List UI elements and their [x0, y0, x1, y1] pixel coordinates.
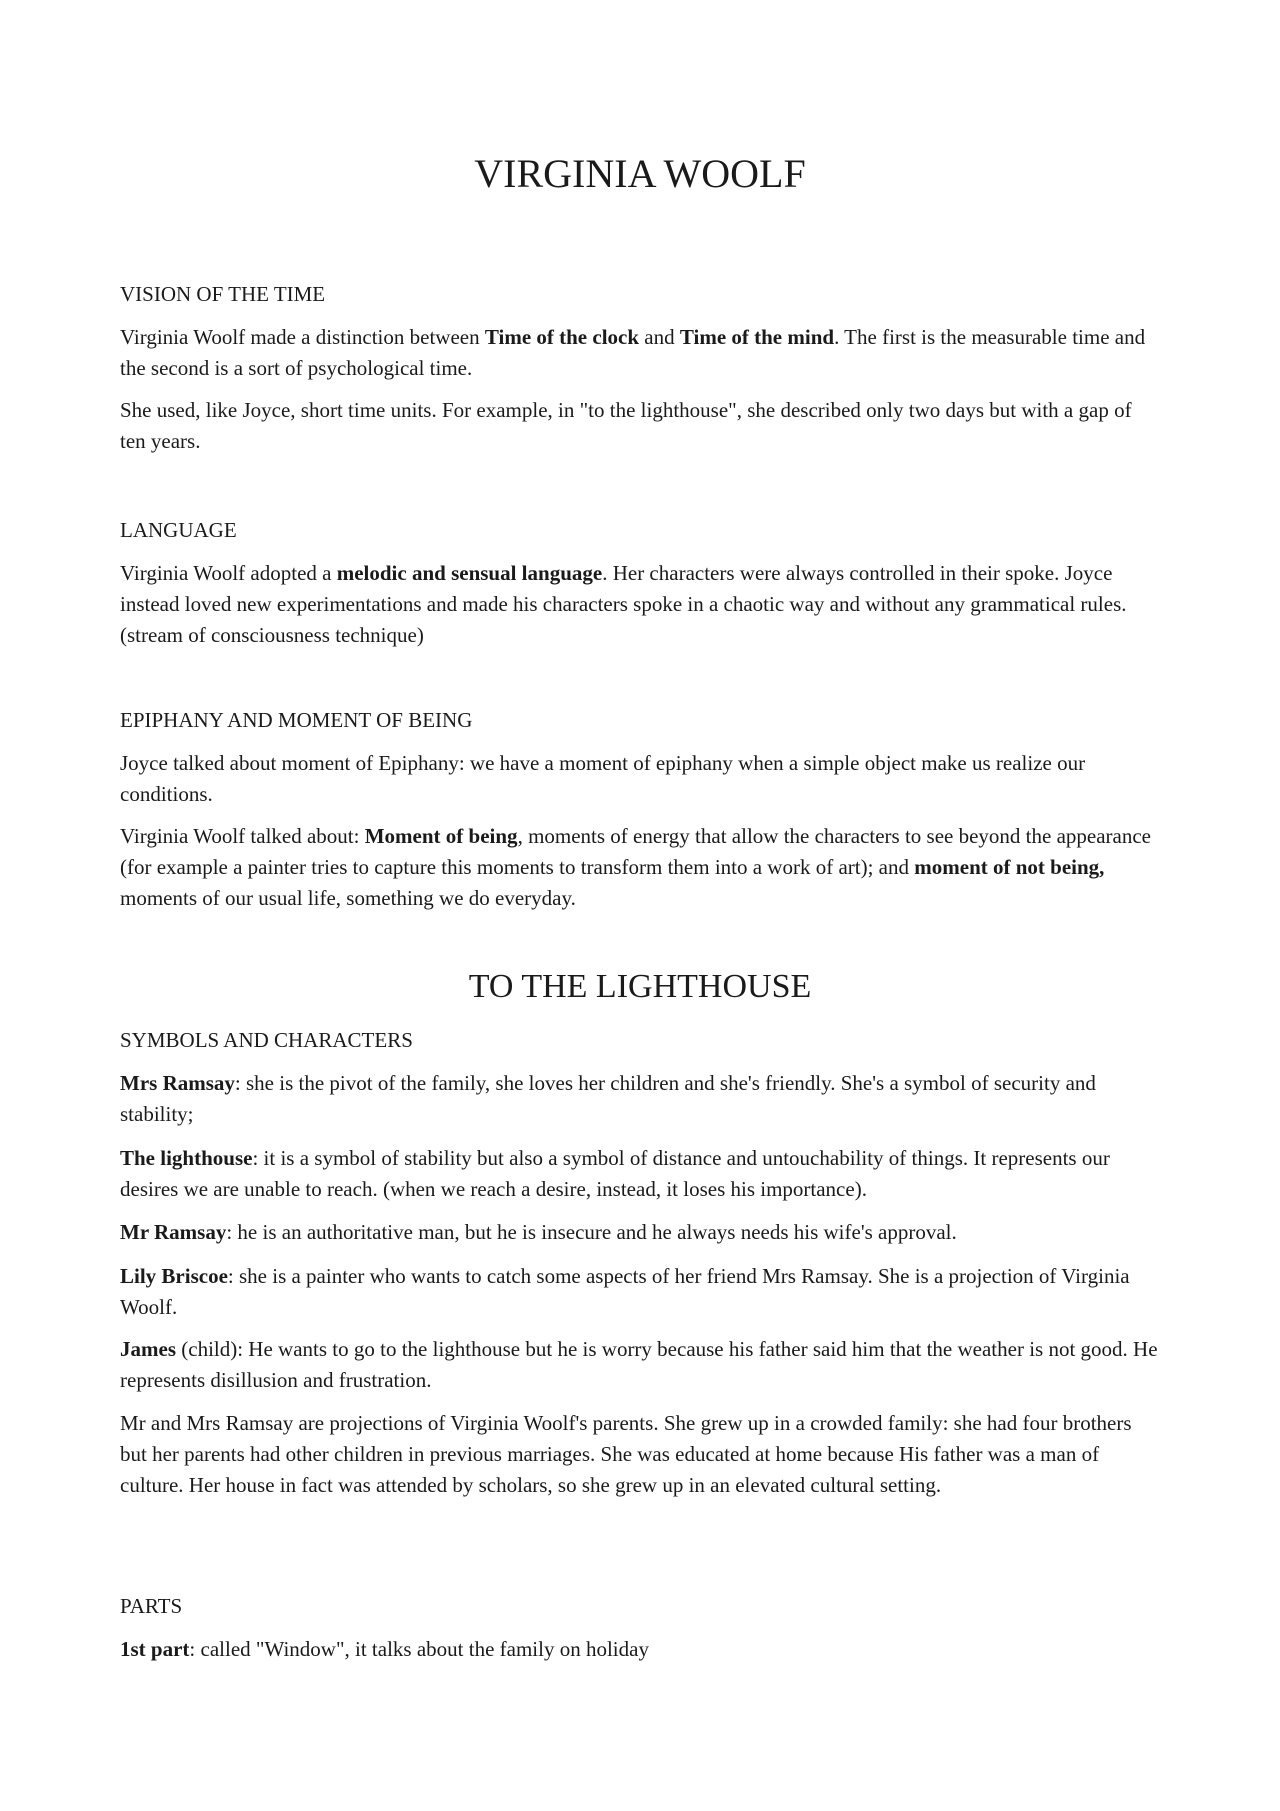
text-run: . The first is the measurable time and the second is a sort of psychological time. [120, 325, 1146, 380]
character-name: Mrs Ramsay [120, 1071, 235, 1095]
character-entry-mr-ramsay [120, 1217, 1160, 1248]
text-run: Virginia Woolf made a distinction between [120, 325, 485, 349]
paragraph-language [120, 558, 1160, 651]
section-heading-vision: VISION OF THE TIME [120, 282, 326, 306]
bold-term-melodic-language: melodic and sensual language [336, 561, 603, 585]
character-entry-mrs-ramsay [120, 1068, 1160, 1130]
text-run: , moments of energy that allow the characters to see beyond the appearance (for example a painter tries to capture this moments to transform them into a work of art); and [120, 824, 1151, 879]
character-name: James [120, 1337, 176, 1361]
paragraph-time-distinction [120, 322, 1160, 384]
character-name: The lighthouse [120, 1146, 253, 1170]
character-entry-james [120, 1334, 1160, 1396]
paragraph-parents: Mr and Mrs Ramsay are projections of Virginia Woolf's parents. She grew up in a crowded family: she had four brothers but her parents had other children in previous marriages. She was educated at home because His father was a man of culture. Her house in fact was attended by scholars, so she grew up in an elevated cultural setting. [120, 1411, 1132, 1497]
section-heading-symbols: SYMBOLS AND CHARACTERS [120, 1028, 413, 1052]
section-heading-parts: PARTS [120, 1594, 183, 1618]
text-run: Virginia Woolf talked about: [120, 824, 365, 848]
paragraph-time-units: She used, like Joyce, short time units. For example, in "to the lighthouse", she described only two days but with a gap of ten years. [120, 398, 1132, 453]
character-name: Mr Ramsay [120, 1220, 227, 1244]
text-run: Virginia Woolf adopted a [120, 561, 337, 585]
section-title-lighthouse: TO THE LIGHTHOUSE [468, 968, 812, 1005]
character-description: : she is the pivot of the family, she loves her children and she's friendly. She's a symbol of security and stability; [120, 1071, 1096, 1126]
bold-term-time-of-clock: Time of the clock [484, 325, 640, 349]
character-description: : she is a painter who wants to catch some aspects of her friend Mrs Ramsay. She is a projection of Virginia Woolf. [120, 1264, 1130, 1319]
character-entry-lighthouse [120, 1143, 1160, 1205]
text-run: . Her characters were always controlled in their spoke. Joyce instead loved new experimentations and made his characters spoke in a chaotic way and without any grammatical rules. (stream of consciousness technique) [120, 561, 1127, 647]
paragraph-moment-of-being [120, 821, 1160, 914]
text-run: moments of our usual life, something we do everyday. [120, 886, 576, 910]
bold-term-moment-of-being: Moment of being [364, 824, 518, 848]
character-description: (child): He wants to go to the lighthouse but he is worry because his father said him that the weather is not good. He represents disillusion and frustration. [120, 1337, 1158, 1392]
part-label: 1st part [120, 1637, 190, 1661]
page-title: VIRGINIA WOOLF [474, 151, 806, 196]
character-name: Lily Briscoe [120, 1264, 228, 1288]
bold-term-time-of-mind: Time of the mind [679, 325, 835, 349]
text-run: and [639, 325, 680, 349]
character-description: : it is a symbol of stability but also a symbol of distance and untouchability of things. It represents our desires we are unable to reach. (when we reach a desire, instead, it loses his importance). [120, 1146, 1110, 1201]
character-entry-lily-briscoe [120, 1261, 1160, 1323]
part-description: : called "Window", it talks about the family on holiday [189, 1637, 649, 1661]
character-description: : he is an authoritative man, but he is insecure and he always needs his wife's approval. [226, 1220, 957, 1244]
bold-term-moment-of-not-being: moment of not being, [914, 855, 1105, 879]
paragraph-part-1 [120, 1634, 1160, 1665]
paragraph-epiphany: Joyce talked about moment of Epiphany: we have a moment of epiphany when a simple object make us realize our conditions. [120, 751, 1086, 806]
section-heading-language: LANGUAGE [120, 518, 237, 542]
section-heading-epiphany: EPIPHANY AND MOMENT OF BEING [120, 708, 473, 732]
